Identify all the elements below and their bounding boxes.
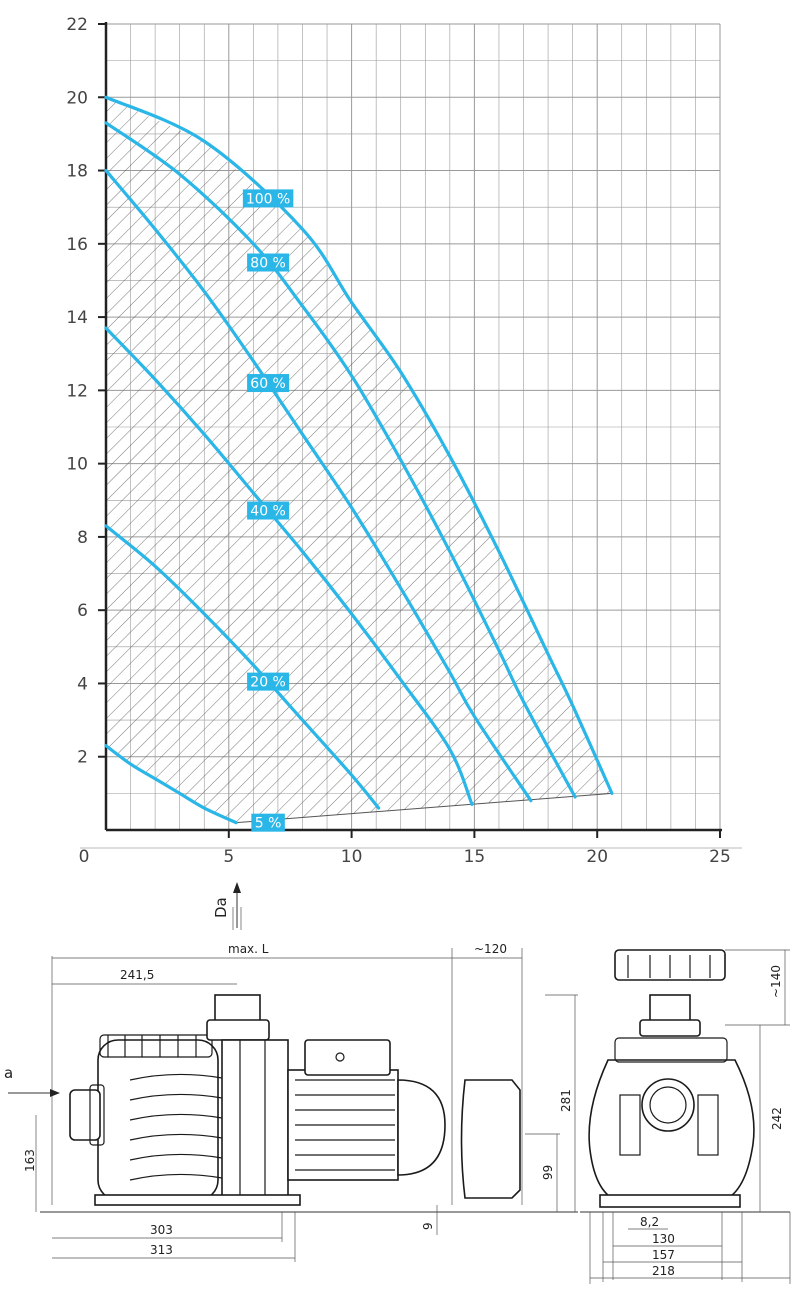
dim-140: ~140 — [769, 965, 783, 998]
operating-area-hatch — [106, 97, 612, 822]
curve-label-text: 5 % — [254, 815, 282, 832]
y-tick-label: 20 — [66, 88, 88, 109]
y-tick-label: 14 — [66, 308, 88, 329]
x-tick-label: 15 — [463, 847, 486, 867]
dim-218: 218 — [652, 1264, 675, 1278]
y-tick-label: 2 — [77, 747, 88, 768]
dim-157: 157 — [652, 1248, 675, 1262]
dim-130: 130 — [652, 1232, 675, 1246]
x-tick-label: 0 — [78, 847, 90, 867]
y-tick-label: 18 — [66, 161, 88, 182]
dim-max-l: max. L — [228, 942, 269, 956]
y-tick-label: 8 — [77, 527, 88, 548]
curve-label — [247, 254, 289, 272]
dim-163: 163 — [23, 1149, 37, 1172]
y-tick-labels — [66, 15, 88, 768]
curve-label — [243, 189, 294, 207]
dim-313: 313 — [150, 1243, 173, 1257]
curve-label — [251, 814, 285, 832]
y-tick-label: 22 — [66, 15, 88, 35]
dim-281: 281 — [559, 1089, 573, 1112]
performance-chart — [66, 15, 742, 867]
curve-label — [247, 374, 289, 392]
x-tick-label: 20 — [586, 847, 609, 867]
curve-label-text: 80 % — [250, 255, 286, 272]
dim-241-5: 241,5 — [120, 968, 155, 982]
curve-label-text: 40 % — [250, 503, 286, 520]
y-tick-label: 12 — [66, 381, 88, 402]
da-label: Da — [212, 897, 230, 918]
pump-front-view — [580, 950, 790, 1284]
operating-area — [106, 97, 612, 822]
dim-303: 303 — [150, 1223, 173, 1237]
dim-9: 9 — [421, 1222, 435, 1230]
x-tick-label: 25 — [709, 847, 731, 867]
dim-242: 242 — [770, 1107, 784, 1130]
curve-label — [247, 502, 289, 520]
y-tick-label: 6 — [77, 601, 88, 622]
y-tick-label: 16 — [66, 234, 88, 255]
y-tick-label: 10 — [66, 454, 88, 475]
y-tick-label: 4 — [77, 674, 88, 695]
curve-label — [247, 673, 289, 691]
x-tick-label: 5 — [223, 847, 235, 867]
curve-label-text: 100 % — [245, 191, 291, 208]
dim-120: ~120 — [474, 942, 507, 956]
curve-label-text: 20 % — [250, 674, 286, 691]
dim-8-2: 8,2 — [640, 1215, 660, 1229]
inlet-label: a — [4, 1064, 14, 1082]
pump-side-view — [4, 942, 578, 1262]
x-tick-labels — [79, 847, 731, 867]
x-tick-label: 10 — [340, 847, 363, 867]
dim-99: 99 — [541, 1164, 555, 1180]
da-arrow — [212, 882, 241, 930]
curve-label-text: 60 % — [250, 376, 286, 393]
